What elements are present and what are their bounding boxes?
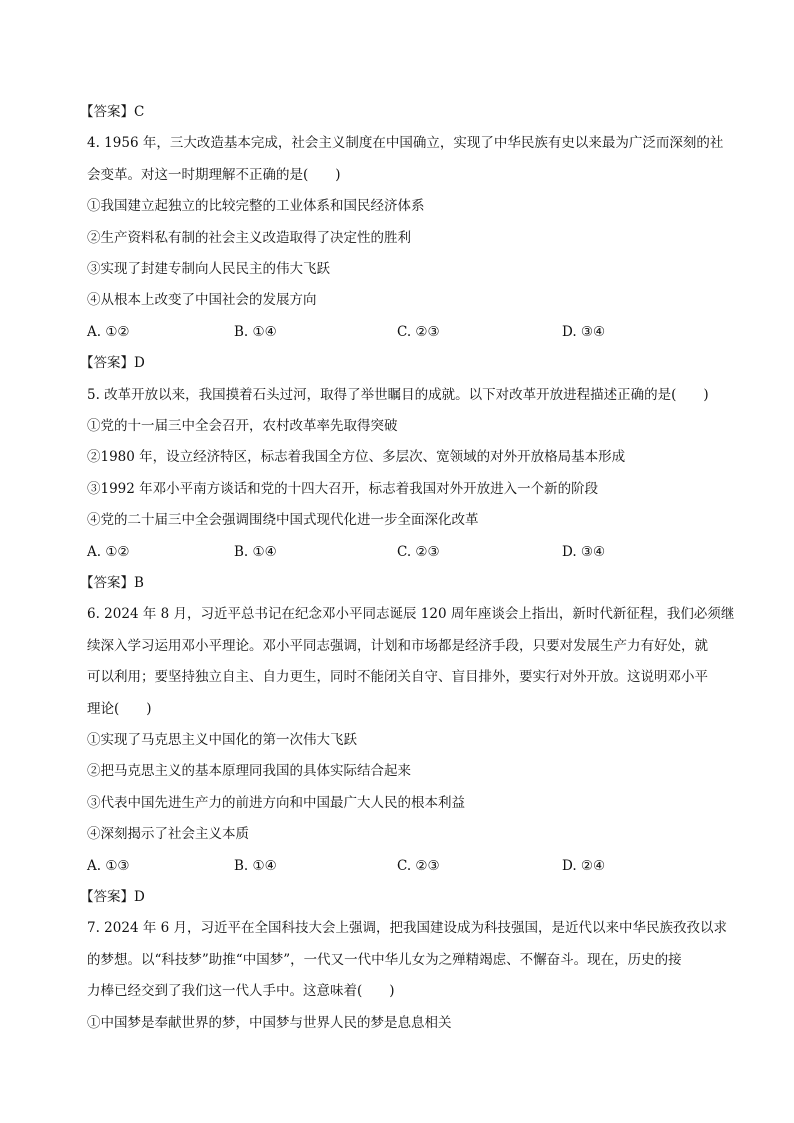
option-c: C. ②③ — [397, 543, 440, 560]
question-stem-line: 4. 1956 年，三大改造基本完成，社会主义制度在中国确立，实现了中华民族有史以来最为广泛而深刻的社 — [87, 135, 724, 152]
options-row — [87, 323, 727, 341]
option-a: A. ①② — [87, 543, 130, 560]
question-stem-line: 5. 改革开放以来，我国摸着石头过河，取得了举世瞩目的成就。以下对改革开放进程描述正确的是( ) — [87, 386, 709, 403]
option-b: B. ①④ — [234, 543, 277, 560]
question-stem-line: 7. 2024 年 6 月，习近平在全国科技大会上强调，把我国建设成为科技强国，是近代以来中华民族孜孜以求 — [87, 920, 727, 937]
statement-line: ①我国建立起独立的比较完整的工业体系和国民经济体系 — [87, 198, 425, 215]
option-b: B. ①④ — [234, 857, 277, 874]
question-stem-line: 理论( ) — [87, 700, 152, 717]
question-stem-line: 续深入学习运用邓小平理论。邓小平同志强调，计划和市场都是经济手段，只要对发展生产力有好处，就 — [87, 637, 708, 654]
option-b: B. ①④ — [234, 323, 277, 340]
options-row — [87, 543, 727, 561]
statement-line: ②1980 年，设立经济特区，标志着我国全方位、多层次、宽领域的对外开放格局基本形成 — [87, 449, 626, 466]
statement-line: ③1992 年邓小平南方谈话和党的十四大召开，标志着我国对外开放进入一个新的阶段 — [87, 480, 599, 497]
statement-line: ①实现了马克思主义中国化的第一次伟大飞跃 — [87, 732, 357, 748]
option-c: C. ②③ — [397, 323, 440, 340]
question-stem-line: 的梦想。以“科技梦”助推“中国梦”，一代又一代中华儿女为之殚精竭虑、不懈奋斗。现在，历史的接 — [87, 951, 682, 968]
statement-line: ①中国梦是奉献世界的梦，中国梦与世界人民的梦是息息相关 — [87, 1014, 452, 1031]
option-a: A. ①② — [87, 323, 130, 340]
option-c: C. ②③ — [397, 857, 440, 874]
answer-label: 【答案】D — [80, 889, 145, 905]
question-stem-line: 会变革。对这一时期理解不正确的是( ) — [87, 166, 341, 183]
option-d: D. ③④ — [562, 323, 606, 340]
statement-line: ②生产资料私有制的社会主义改造取得了决定性的胜利 — [87, 229, 411, 246]
statement-line: ③代表中国先进生产力的前进方向和中国最广大人民的根本利益 — [87, 794, 465, 811]
option-d: D. ③④ — [562, 543, 606, 560]
statement-line: ①党的十一届三中全会召开，农村改革率先取得突破 — [87, 418, 398, 434]
statement-line: ④党的二十届三中全会强调围绕中国式现代化进一步全面深化改革 — [87, 512, 479, 529]
question-stem-line: 可以利用；要坚持独立自主、自力更生，同时不能闭关自守、盲目排外，要实行对外开放。这说明邓小平 — [87, 669, 708, 686]
option-a: A. ①③ — [87, 857, 130, 874]
question-stem-line: 力棒已经交到了我们这一代人手中。这意味着( ) — [87, 983, 395, 1000]
option-d: D. ②④ — [562, 857, 606, 874]
statement-line: ③实现了封建专制向人民民主的伟大飞跃 — [87, 261, 330, 277]
options-row — [87, 857, 727, 875]
question-stem-line: 6. 2024 年 8 月，习近平总书记在纪念邓小平同志诞辰 120 周年座谈会上指出，新时代新征程，我们必须继 — [87, 606, 735, 623]
statement-line: ④从根本上改变了中国社会的发展方向 — [87, 292, 317, 309]
answer-label: 【答案】B — [80, 575, 144, 591]
answer-label: 【答案】D — [80, 355, 145, 372]
statement-line: ④深刻揭示了社会主义本质 — [87, 826, 249, 843]
answer-label: 【答案】C — [80, 104, 145, 120]
statement-line: ②把马克思主义的基本原理同我国的具体实际结合起来 — [87, 763, 411, 780]
